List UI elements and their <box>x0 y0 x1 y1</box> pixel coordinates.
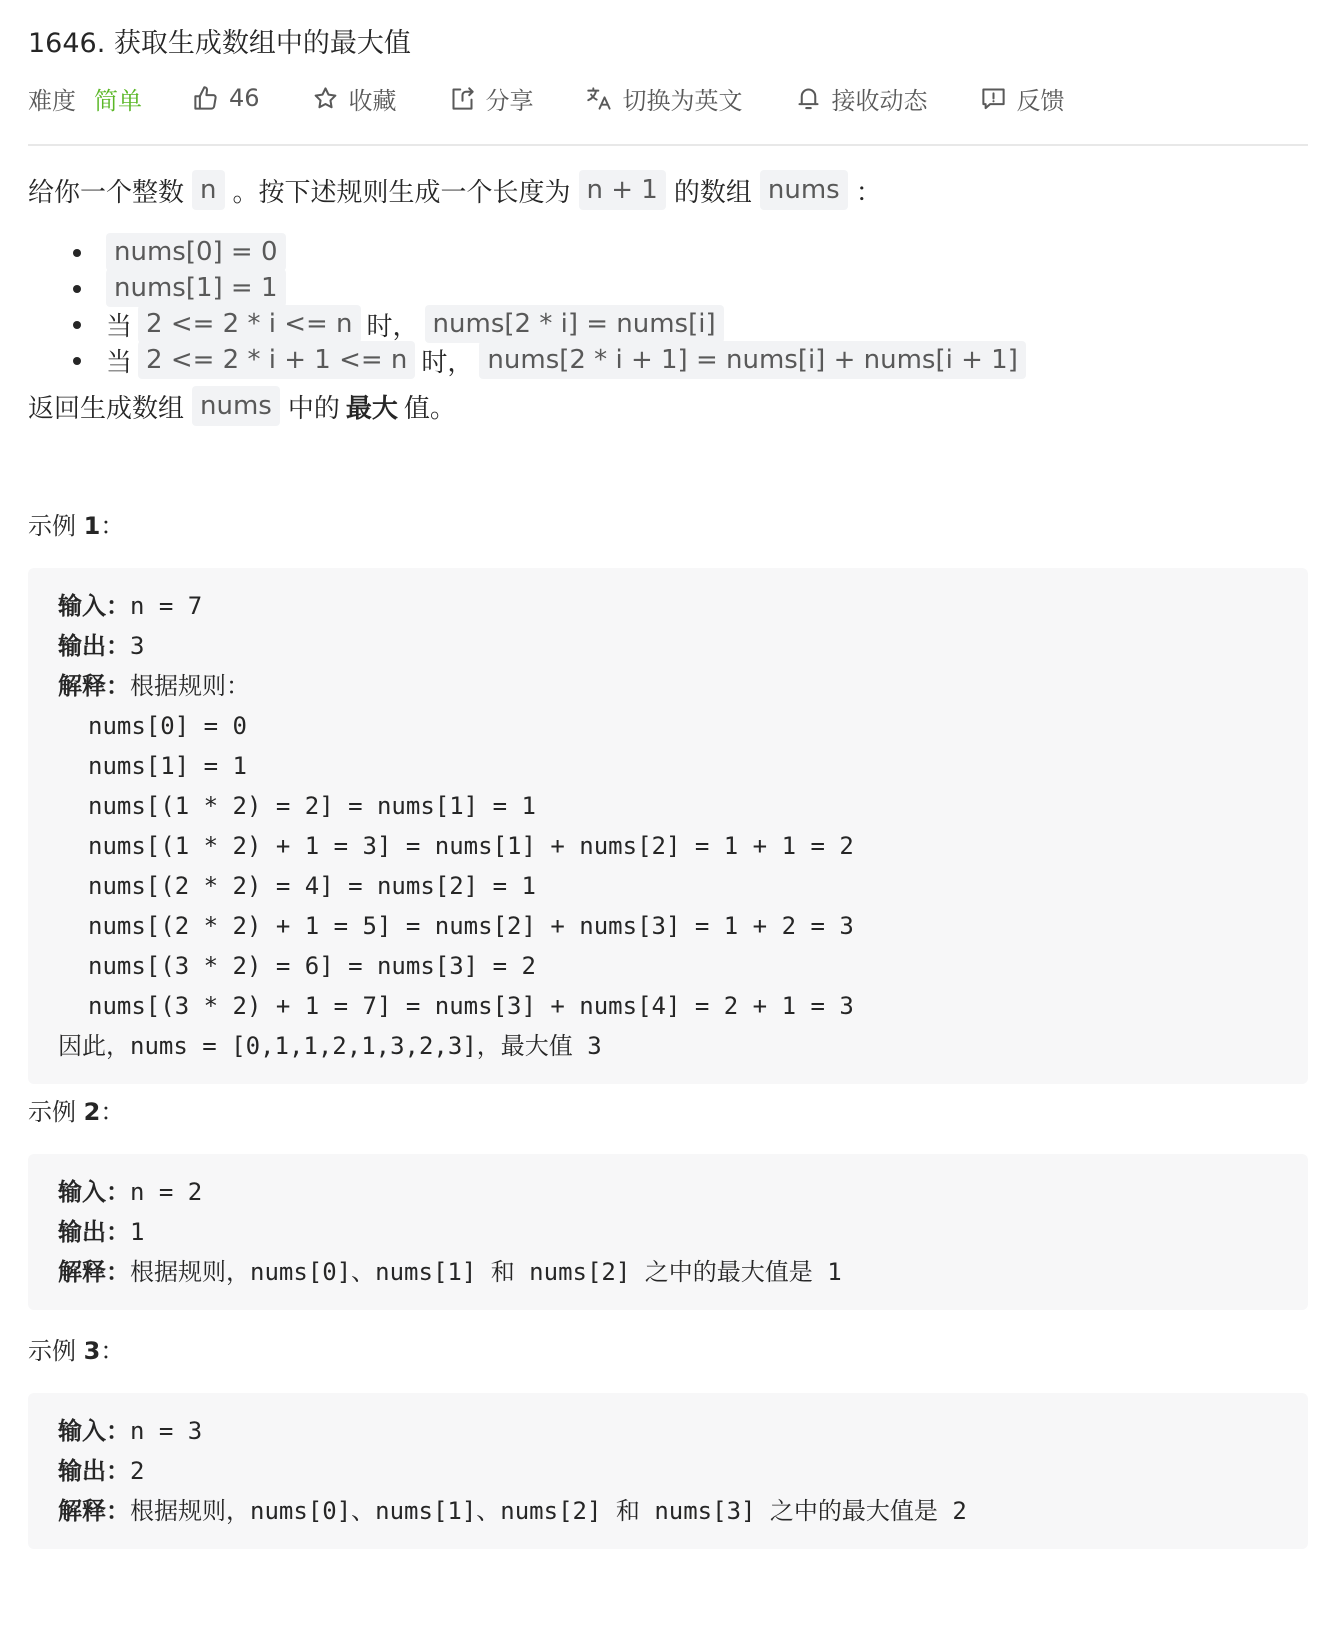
output-label: 输出： <box>58 1218 130 1246</box>
rules-list <box>78 234 1032 378</box>
example-input-line <box>58 586 1278 626</box>
switch-language-button[interactable] <box>586 81 743 116</box>
return-text: 返回生成数组 <box>28 393 185 424</box>
inline-code: 2 <= 2 * i + 1 <= n <box>138 341 415 379</box>
switch-language-label: 切换为英文 <box>622 86 743 115</box>
bell-icon <box>795 85 832 112</box>
explain-step: nums[(3 * 2) = 6] = nums[3] = 2 <box>88 952 536 980</box>
problem-meta-bar <box>28 76 1065 120</box>
thumbs-up-icon <box>192 85 229 112</box>
inline-code: nums <box>192 386 280 426</box>
rule-item <box>78 234 1032 270</box>
example-2-heading <box>28 1094 124 1130</box>
subscribe-button[interactable] <box>795 81 928 116</box>
like-button[interactable] <box>192 84 260 112</box>
rule-item <box>78 306 1032 342</box>
explain-step: nums[1] = 1 <box>88 752 247 780</box>
bullet <box>73 321 81 329</box>
input-label: 输入： <box>58 592 130 620</box>
explain-text: 根据规则，nums[0]、nums[1]、nums[2] 和 nums[3] 之中的最大值是 2 <box>130 1497 967 1525</box>
inline-code: nums <box>760 170 848 210</box>
example-3-block <box>28 1393 1308 1549</box>
return-text: 中的 <box>287 393 340 424</box>
feedback-icon <box>980 85 1017 112</box>
problem-title: 1646. 获取生成数组中的最大值 <box>28 28 411 59</box>
rule-text: 当 <box>106 347 133 378</box>
example-explain-line <box>58 666 1278 706</box>
example-output-line <box>58 1451 1278 1491</box>
explain-label: 解释： <box>58 1497 130 1525</box>
example-explain-line <box>58 1252 1278 1292</box>
inline-code: n + 1 <box>579 170 666 210</box>
input-value: n = 7 <box>130 592 203 620</box>
star-icon <box>312 85 349 112</box>
problem-return-statement <box>28 386 456 426</box>
translate-icon <box>586 85 623 112</box>
example-explain-line <box>58 1491 1278 1531</box>
difficulty-badge: 简单 <box>94 86 142 115</box>
example-output-line <box>58 1212 1278 1252</box>
example-1-block <box>28 568 1308 1084</box>
share-label: 分享 <box>485 86 534 115</box>
header-divider <box>28 144 1308 146</box>
explain-step: nums[(2 * 2) = 4] = nums[2] = 1 <box>88 872 536 900</box>
example-output-line <box>58 626 1278 666</box>
bullet <box>73 249 81 257</box>
inline-code: nums[1] = 1 <box>106 269 286 307</box>
input-value: n = 2 <box>130 1178 203 1206</box>
intro-text: 。按下述规则生成一个长度为 <box>232 177 571 208</box>
intro-text: ： <box>855 177 882 208</box>
difficulty-label: 难度 <box>28 86 76 115</box>
example-number: 2 <box>83 1098 101 1126</box>
favorite-label: 收藏 <box>348 86 397 115</box>
intro-text: 的数组 <box>673 177 752 208</box>
inline-code: nums[2 * i] = nums[i] <box>425 305 724 343</box>
explain-step: nums[0] = 0 <box>88 712 247 740</box>
input-label: 输入： <box>58 1417 130 1445</box>
example-3-heading <box>28 1333 124 1369</box>
rule-text: 当 <box>106 311 133 342</box>
example-input-line <box>58 1411 1278 1451</box>
explain-text: 根据规则： <box>130 672 250 700</box>
rule-text: 时， <box>366 311 419 342</box>
example-colon: ： <box>100 512 125 540</box>
subscribe-label: 接收动态 <box>831 86 928 115</box>
example-number: 3 <box>83 1337 101 1365</box>
bullet <box>73 285 81 293</box>
explain-step: nums[(3 * 2) + 1 = 7] = nums[3] + nums[4] = 2 + 1 = 3 <box>88 992 854 1020</box>
conclusion-value: 3 <box>572 1032 602 1060</box>
feedback-label: 反馈 <box>1016 86 1065 115</box>
example-input-line <box>58 1172 1278 1212</box>
share-icon <box>449 85 486 112</box>
example-number: 1 <box>83 512 101 540</box>
favorite-button[interactable] <box>312 81 397 116</box>
example-colon: ： <box>100 1337 125 1365</box>
return-text: 值。 <box>403 393 456 424</box>
example-label-text: 示例 <box>28 1098 76 1126</box>
feedback-button[interactable] <box>980 81 1065 116</box>
intro-text: 给你一个整数 <box>28 177 185 208</box>
conclusion-text: ，最大值 <box>476 1032 573 1060</box>
example-label-text: 示例 <box>28 512 76 540</box>
input-label: 输入： <box>58 1178 130 1206</box>
explain-step: nums[(1 * 2) + 1 = 3] = nums[1] + nums[2] = 1 + 1 = 2 <box>88 832 854 860</box>
inline-code: nums[2 * i + 1] = nums[i] + nums[i + 1] <box>479 341 1025 379</box>
example-2-block <box>28 1154 1308 1310</box>
output-label: 输出： <box>58 632 130 660</box>
inline-code: n <box>192 170 224 210</box>
explain-step: nums[(1 * 2) = 2] = nums[1] = 1 <box>88 792 536 820</box>
share-button[interactable] <box>449 81 534 116</box>
explain-label: 解释： <box>58 672 130 700</box>
output-value: 3 <box>130 632 145 660</box>
example-conclusion-line <box>58 1026 1278 1066</box>
rule-item <box>78 342 1032 378</box>
output-value: 1 <box>130 1218 145 1246</box>
input-value: n = 3 <box>130 1417 203 1445</box>
bullet <box>73 357 81 365</box>
explain-label: 解释： <box>58 1258 130 1286</box>
inline-code: 2 <= 2 * i <= n <box>138 305 361 343</box>
problem-intro <box>28 170 882 210</box>
example-colon: ： <box>100 1098 125 1126</box>
emphasis-text: 最大 <box>345 393 398 424</box>
rule-text: 时， <box>421 347 474 378</box>
conclusion-array: nums = [0,1,1,2,1,3,2,3] <box>130 1032 477 1060</box>
example-1-heading <box>28 508 124 544</box>
output-value: 2 <box>130 1457 145 1485</box>
like-count: 46 <box>229 84 260 112</box>
example-label-text: 示例 <box>28 1337 76 1365</box>
conclusion-text: 因此， <box>58 1032 130 1060</box>
explain-step: nums[(2 * 2) + 1 = 5] = nums[2] + nums[3] = 1 + 2 = 3 <box>88 912 854 940</box>
inline-code: nums[0] = 0 <box>106 233 286 271</box>
explain-text: 根据规则，nums[0]、nums[1] 和 nums[2] 之中的最大值是 1 <box>130 1258 842 1286</box>
output-label: 输出： <box>58 1457 130 1485</box>
rule-item <box>78 270 1032 306</box>
